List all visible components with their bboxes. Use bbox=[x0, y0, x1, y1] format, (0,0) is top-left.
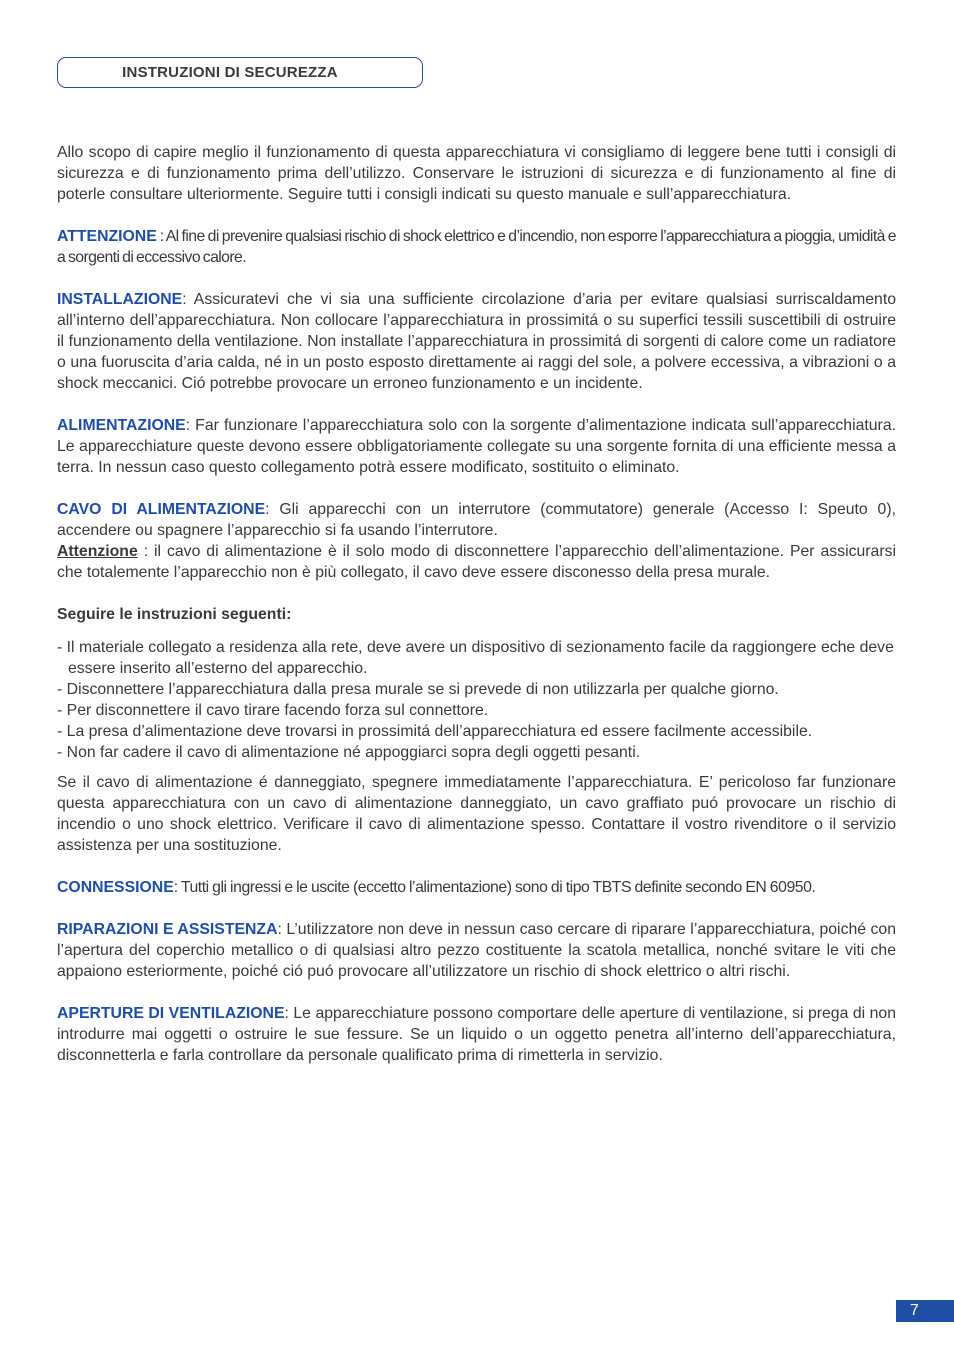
section-title: INSTRUZIONI DI SECUREZZA bbox=[122, 64, 338, 81]
cavo-text: : Gli apparecchi con un interrutore (commutatore) generale (Accesso I: Speuto 0), accendere ou spagnere l’apparecchio si fa usando l’interrutore. bbox=[57, 501, 896, 539]
attenzione-paragraph bbox=[57, 226, 896, 268]
installazione-paragraph bbox=[57, 289, 896, 394]
page-number: 7 bbox=[896, 1300, 954, 1322]
connessione-label: CONNESSIONE bbox=[57, 879, 174, 896]
riparazioni-text: : L’utilizzatore non deve in nessun caso cercare di riparare l’apparecchiatura, poiché con l’apertura del coperchio metallico o di qualsiasi altro pezzo costituente la scatola metallica, nonché svitare le viti che appaiono esteriormente, poiché ció puó provocare all’utilizzatore un rischio di shock elettrico o altri rischi. bbox=[57, 921, 896, 980]
cavo-attenzione-text: : il cavo di alimentazione è il solo modo di disconnettere l’apparecchio dell’alimentazione. Per assicurarsi che totalemente l’apparecchio non è più collegato, il cavo deve essere disconesso della presa murale. bbox=[57, 543, 896, 581]
list-item: - Non far cadere il cavo di alimentazione né appoggiarci sopra degli oggetti pesanti. bbox=[57, 742, 896, 763]
cavo-attenzione-paragraph bbox=[57, 541, 896, 583]
section-title-box bbox=[57, 57, 423, 88]
attenzione-label: ATTENZIONE bbox=[57, 228, 157, 245]
aperture-text: : Le apparecchiature possono comportare delle aperture di ventilazione, si prega di non introdurre mai oggetti o ostruire le sue fessure. Se un liquido o un oggetto penetra all’interno dell’apparecchiatura, disconnetterla e farla controllare da personale qualificato prima di rimetterla in servizio. bbox=[57, 1005, 896, 1064]
list-item: - Per disconnettere il cavo tirare facendo forza sul connettore. bbox=[57, 700, 896, 721]
instructions-list bbox=[57, 637, 896, 763]
intro-paragraph: Allo scopo di capire meglio il funzionamento di questa apparecchiatura vi consigliamo di leggere bene tutti i consigli di sicurezza e di funzionamento prima dell’utilizzo. Conservare le istruzioni di sicurezza e di funzionamento al fine di poterle consultare ulteriormente. Seguire tutti i consigli indicati su questo manuale e sull’apparecchiatura. bbox=[57, 144, 896, 203]
cavo-label: CAVO DI ALIMENTAZIONE bbox=[57, 501, 266, 518]
seguire-heading: Seguire le instruzioni seguenti: bbox=[57, 606, 292, 623]
cavo-paragraph bbox=[57, 499, 896, 541]
connessione-text: : Tutti gli ingressi e le uscite (eccetto l’alimentazione) sono di tipo TBTS definite secondo EN 60950. bbox=[173, 879, 816, 896]
alimentazione-paragraph bbox=[57, 415, 896, 478]
connessione-paragraph bbox=[57, 877, 896, 898]
aperture-paragraph bbox=[57, 1003, 896, 1066]
list-item: - Disconnettere l’apparecchiatura dalla presa murale se si prevede di non utilizzarla per qualche giorno. bbox=[57, 679, 896, 700]
installazione-text: : Assicuratevi che vi sia una sufficiente circolazione d’aria per evitare qualsiasi surriscaldamento all’interno dell’apparecchiatura. Non collocare l’apparecchiatura in prossimitá o su superfici tessili suscettibili di ostruire il funzionamento della ventilazione. Non installate l’apparecchiatura in prossimitá di sorgenti di calore come un radiatore o una fuoruscita d’aria calda, né in un posto esposto direttamente ai raggi del sole, a polvere eccessiva, a vibrazioni o a shock meccanici. Ció potrebbe provocare un erroneo funzionamento e un incidente. bbox=[57, 291, 896, 392]
attenzione-text: : Al fine di prevenire qualsiasi rischio di shock elettrico e d’incendio, non esporre l’apparecchiatura a pioggia, umidità e a sorgenti di eccessivo calore. bbox=[57, 228, 896, 266]
alimentazione-label: ALIMENTAZIONE bbox=[57, 417, 186, 434]
danneggiato-paragraph: Se il cavo di alimentazione é danneggiato, spegnere immediatamente l’apparecchiatura. E’ pericoloso far funzionare questa apparecchiatura con un cavo di alimentazione danneggiato, un cavo graffiato puó provocare un rischio di incendio o uno shock elettrico. Verificare il cavo di alimentazione spesso. Contattare il vostro rivenditore o il servizio assistenza per una sostituzione. bbox=[57, 774, 896, 854]
document-body bbox=[57, 142, 896, 1087]
riparazioni-label: RIPARAZIONI E ASSISTENZA bbox=[57, 921, 278, 938]
riparazioni-paragraph bbox=[57, 919, 896, 982]
alimentazione-text: : Far funzionare l’apparecchiatura solo con la sorgente d’alimentazione indicata sull’apparecchiatura. Le apparecchiature queste devono essere obbligatoriamente collegate su una sorgente fornita di una efficiente messa a terra. In nessun caso questo collegamento potrà essere modificato, sostituito o eliminato. bbox=[57, 417, 896, 476]
cavo-attenzione-label: Attenzione bbox=[57, 543, 138, 560]
list-item: - Il materiale collegato a residenza alla rete, deve avere un dispositivo di sezionamento facile da raggiongere eche deve essere inserito all’esterno del apparecchio. bbox=[57, 637, 896, 679]
installazione-label: INSTALLAZIONE bbox=[57, 291, 183, 308]
aperture-label: APERTURE DI VENTILAZIONE bbox=[57, 1005, 285, 1022]
list-item: - La presa d’alimentazione deve trovarsi in prossimitá dell’apparecchiatura ed essere facilmente accessibile. bbox=[57, 721, 896, 742]
